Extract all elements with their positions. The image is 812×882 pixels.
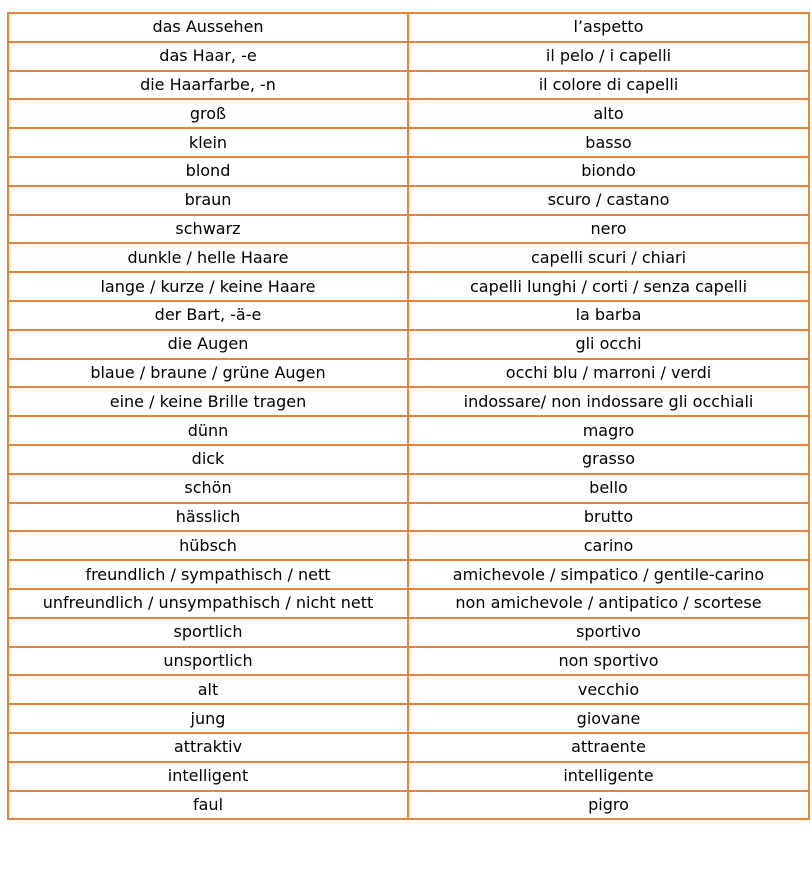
italian-translation-cell: basso: [408, 128, 809, 157]
vocabulary-table: [7, 12, 810, 820]
table-row: [8, 762, 809, 791]
table-row: [8, 675, 809, 704]
german-term-cell: schön: [8, 474, 408, 503]
table-row: [8, 791, 809, 820]
german-term-cell: unsportlich: [8, 647, 408, 676]
italian-translation-cell: indossare/ non indossare gli occhiali: [408, 387, 809, 416]
italian-translation-cell: il pelo / i capelli: [408, 42, 809, 71]
italian-translation-cell: nero: [408, 215, 809, 244]
italian-translation-cell: non sportivo: [408, 647, 809, 676]
vocabulary-table-body: [8, 13, 809, 819]
german-term-cell: der Bart, -ä-e: [8, 301, 408, 330]
table-row: [8, 387, 809, 416]
table-row: [8, 42, 809, 71]
german-term-cell: alt: [8, 675, 408, 704]
german-term-cell: unfreundlich / unsympathisch / nicht nett: [8, 589, 408, 618]
german-term-cell: schwarz: [8, 215, 408, 244]
table-row: [8, 416, 809, 445]
table-row: [8, 186, 809, 215]
table-row: [8, 157, 809, 186]
german-term-cell: braun: [8, 186, 408, 215]
table-row: [8, 503, 809, 532]
italian-translation-cell: grasso: [408, 445, 809, 474]
table-row: [8, 647, 809, 676]
italian-translation-cell: la barba: [408, 301, 809, 330]
table-row: [8, 445, 809, 474]
german-term-cell: hübsch: [8, 531, 408, 560]
german-term-cell: dünn: [8, 416, 408, 445]
italian-translation-cell: alto: [408, 99, 809, 128]
italian-translation-cell: occhi blu / marroni / verdi: [408, 359, 809, 388]
german-term-cell: faul: [8, 791, 408, 820]
german-term-cell: blaue / braune / grüne Augen: [8, 359, 408, 388]
german-term-cell: hässlich: [8, 503, 408, 532]
italian-translation-cell: gli occhi: [408, 330, 809, 359]
german-term-cell: klein: [8, 128, 408, 157]
italian-translation-cell: scuro / castano: [408, 186, 809, 215]
italian-translation-cell: amichevole / simpatico / gentile-carino: [408, 560, 809, 589]
german-term-cell: attraktiv: [8, 733, 408, 762]
table-row: [8, 359, 809, 388]
table-row: [8, 618, 809, 647]
german-term-cell: freundlich / sympathisch / nett: [8, 560, 408, 589]
german-term-cell: dunkle / helle Haare: [8, 243, 408, 272]
italian-translation-cell: giovane: [408, 704, 809, 733]
german-term-cell: blond: [8, 157, 408, 186]
german-term-cell: intelligent: [8, 762, 408, 791]
italian-translation-cell: biondo: [408, 157, 809, 186]
german-term-cell: eine / keine Brille tragen: [8, 387, 408, 416]
table-row: [8, 215, 809, 244]
table-row: [8, 71, 809, 100]
italian-translation-cell: pigro: [408, 791, 809, 820]
table-row: [8, 128, 809, 157]
table-row: [8, 474, 809, 503]
german-term-cell: groß: [8, 99, 408, 128]
german-term-cell: lange / kurze / keine Haare: [8, 272, 408, 301]
italian-translation-cell: brutto: [408, 503, 809, 532]
german-term-cell: jung: [8, 704, 408, 733]
table-row: [8, 301, 809, 330]
italian-translation-cell: intelligente: [408, 762, 809, 791]
table-row: [8, 733, 809, 762]
table-row: [8, 330, 809, 359]
italian-translation-cell: magro: [408, 416, 809, 445]
italian-translation-cell: carino: [408, 531, 809, 560]
italian-translation-cell: l’aspetto: [408, 13, 809, 42]
german-term-cell: das Haar, -e: [8, 42, 408, 71]
table-row: [8, 13, 809, 42]
table-row: [8, 589, 809, 618]
italian-translation-cell: attraente: [408, 733, 809, 762]
german-term-cell: die Augen: [8, 330, 408, 359]
italian-translation-cell: bello: [408, 474, 809, 503]
german-term-cell: sportlich: [8, 618, 408, 647]
table-row: [8, 99, 809, 128]
italian-translation-cell: il colore di capelli: [408, 71, 809, 100]
table-row: [8, 272, 809, 301]
italian-translation-cell: capelli lunghi / corti / senza capelli: [408, 272, 809, 301]
german-term-cell: das Aussehen: [8, 13, 408, 42]
table-row: [8, 704, 809, 733]
table-row: [8, 243, 809, 272]
italian-translation-cell: vecchio: [408, 675, 809, 704]
italian-translation-cell: non amichevole / antipatico / scortese: [408, 589, 809, 618]
german-term-cell: die Haarfarbe, -n: [8, 71, 408, 100]
table-row: [8, 560, 809, 589]
german-term-cell: dick: [8, 445, 408, 474]
table-row: [8, 531, 809, 560]
italian-translation-cell: sportivo: [408, 618, 809, 647]
italian-translation-cell: capelli scuri / chiari: [408, 243, 809, 272]
